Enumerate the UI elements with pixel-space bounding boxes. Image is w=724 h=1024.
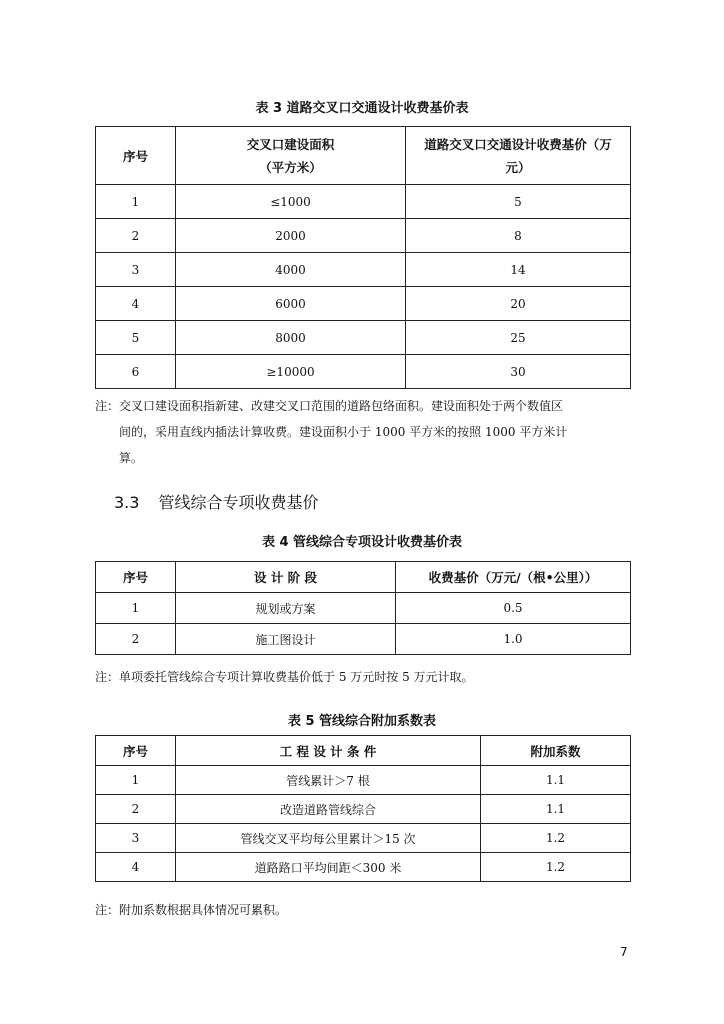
table3-note-line1: 注：交叉口建设面积指新建、改建交叉口范围的道路包络面积。建设面积处于两个数值区 [95,399,564,413]
table3 [95,126,631,389]
table5-cell-condition: 管线交叉平均每公里累计＞15 次 [176,824,481,853]
section-number: 3.3 [114,493,140,512]
table5-cell-no: 1 [96,766,176,795]
page-number: 7 [620,945,628,959]
table4-cell-no: 1 [96,593,176,624]
table3-cell-price: 25 [406,321,631,355]
table4-note: 注：单项委托管线综合专项计算收费基价低于 5 万元时按 5 万元计取。 [95,670,474,684]
table5-cell-condition: 改造道路管线综合 [176,795,481,824]
table3-cell-no: 2 [96,219,176,253]
table4-header-stage: 设 计 阶 段 [176,562,396,593]
table3-header-area [176,127,406,185]
table5-cell-condition: 道路路口平均间距＜300 米 [176,853,481,882]
table3-note [95,393,635,471]
table3-cell-price: 14 [406,253,631,287]
table5-header-coef: 附加系数 [481,736,631,766]
table4-cell-price: 0.5 [396,593,631,624]
table5-cell-no: 4 [96,853,176,882]
table3-cell-area: ≥10000 [176,355,406,389]
table-row [96,593,631,624]
table3-cell-price: 20 [406,287,631,321]
table4-header-no: 序号 [96,562,176,593]
table-row [96,355,631,389]
table5-cell-condition: 管线累计＞7 根 [176,766,481,795]
table3-note-line3: 算。 [119,451,144,465]
table3-cell-area: 6000 [176,287,406,321]
table3-header-price-line2: 元） [505,159,531,175]
table3-cell-price: 8 [406,219,631,253]
table4-header-price: 收费基价（万元/（根•公里）） [396,562,631,593]
table5-cell-coef: 1.1 [481,766,631,795]
table3-note-line2: 间的，采用直线内插法计算收费。建设面积小于 1000 平方米的按照 1000 平方米计 [119,425,568,439]
table5-cell-no: 2 [96,795,176,824]
table3-cell-no: 1 [96,185,176,219]
table4-cell-stage: 施工图设计 [176,624,396,655]
table3-cell-price: 30 [406,355,631,389]
table5 [95,735,631,882]
table3-cell-area: 8000 [176,321,406,355]
table3-header-row [96,127,631,185]
table5-caption: 表 5 管线综合附加系数表 [287,714,437,729]
table5-cell-coef: 1.2 [481,824,631,853]
table4-header-row [96,562,631,593]
table-row [96,185,631,219]
table5-cell-coef: 1.1 [481,795,631,824]
table3-cell-area: ≤1000 [176,185,406,219]
table4-cell-no: 2 [96,624,176,655]
table4-cell-stage: 规划或方案 [176,593,396,624]
table-row [96,287,631,321]
table5-cell-no: 3 [96,824,176,853]
table5-header-condition: 工 程 设 计 条 件 [176,736,481,766]
table5-note: 注：附加系数根据具体情况可累积。 [95,903,288,917]
table-row [96,766,631,795]
table-row [96,795,631,824]
table-row [96,624,631,655]
table-row [96,219,631,253]
table3-cell-price: 5 [406,185,631,219]
table3-header-no: 序号 [96,127,176,185]
table3-cell-no: 4 [96,287,176,321]
table-row [96,253,631,287]
table5-header-row [96,736,631,766]
table5-header-no: 序号 [96,736,176,766]
table4-caption: 表 4 管线综合专项设计收费基价表 [261,535,463,550]
table3-header-area-line1: 交叉口建设面积 [246,136,335,152]
table3-cell-no: 5 [96,321,176,355]
table3-cell-area: 4000 [176,253,406,287]
section-title: 管线综合专项收费基价 [158,493,319,512]
table3-caption: 表 3 道路交叉口交通设计收费基价表 [255,101,469,116]
table3-header-price-line1: 道路交叉口交通设计收费基价（万 [424,136,612,152]
table3-header-price [406,127,631,185]
section-heading [114,490,319,513]
table3-cell-area: 2000 [176,219,406,253]
table-row [96,321,631,355]
table-row [96,824,631,853]
table4 [95,561,631,655]
table-row [96,853,631,882]
table3-cell-no: 6 [96,355,176,389]
table4-cell-price: 1.0 [396,624,631,655]
table3-cell-no: 3 [96,253,176,287]
table3-header-area-line2: （平方米） [259,159,322,175]
table5-cell-coef: 1.2 [481,853,631,882]
